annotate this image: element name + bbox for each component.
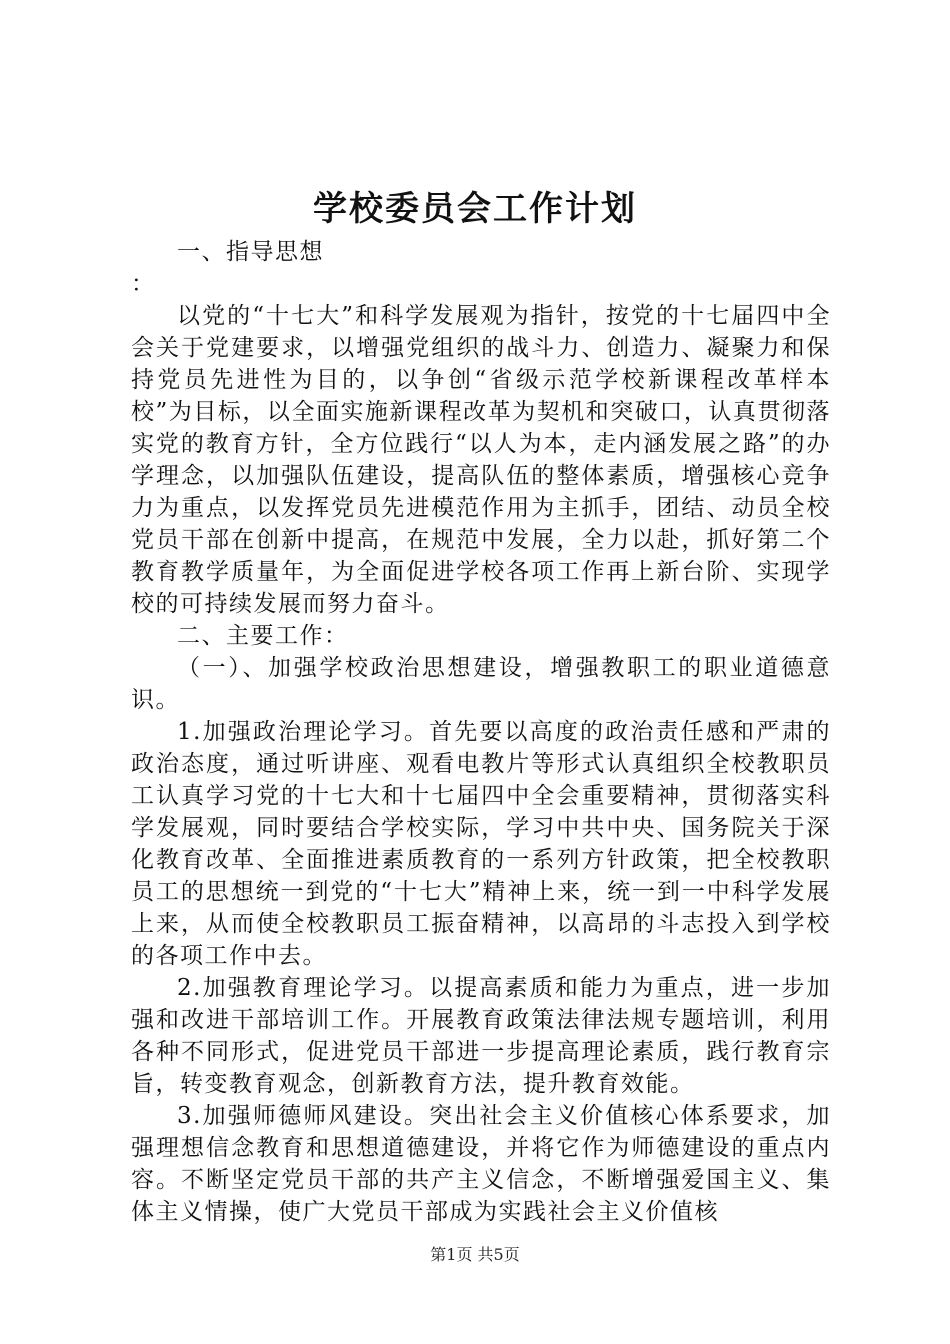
page-footer: 第1页 共5页 — [430, 1245, 520, 1264]
section-heading-guiding-thought: 一、指导思想 — [177, 239, 324, 265]
document-body — [131, 236, 831, 1228]
page-title: 学校委员会工作计划 — [313, 189, 637, 229]
section-heading-main-work: 二、主要工作： — [177, 623, 349, 649]
subsection-heading-1: （一）、加强学校政治思想建设，增强教职工的职业道德意识。 — [131, 655, 831, 713]
colon-line: ： — [131, 271, 156, 297]
paragraph-item-3: 3.加强师德师风建设。突出社会主义价值核心体系要求，加强理想信念教育和思想道德建设，并将它作为师德建设的重点内容。不断坚定党员干部的共产主义信念，不断增强爱国主义、集体主义情操，使广大党员干部成为实践社会主义价值核 — [131, 1103, 831, 1225]
paragraph-item-1: 1.加强政治理论学习。首先要以高度的政治责任感和严肃的政治态度，通过听讲座、观看电教片等形式认真组织全校教职员工认真学习党的十七大和十七届四中全会重要精神，贯彻落实科学发展观，同时要结合学校实际，学习中共中央、国务院关于深化教育改革、全面推进素质教育的一系列方针政策，把全校教职员工的思想统一到党的“十七大”精神上来，统一到一中科学发展上来，从而使全校教职员工振奋精神，以高昂的斗志投入到学校的各项工作中去。 — [131, 719, 831, 969]
paragraph-guiding-thought: 以党的“十七大”和科学发展观为指针，按党的十七届四中全会关于党建要求，以增强党组织的战斗力、创造力、凝聚力和保持党员先进性为目的，以争创“省级示范学校新课程改革样本校”为目标，以全面实施新课程改革为契机和突破口，认真贯彻落实党的教育方针，全方位践行“以人为本，走内涵发展之路”的办学理念，以加强队伍建设，提高队伍的整体素质，增强核心竞争力为重点，以发挥党员先进模范作用为主抓手，团结、动员全校党员干部在创新中提高，在规范中发展，全力以赴，抓好第二个教育教学质量年，为全面促进学校各项工作再上新台阶、实现学校的可持续发展而努力奋斗。 — [131, 303, 831, 617]
paragraph-item-2: 2.加强教育理论学习。以提高素质和能力为重点，进一步加强和改进干部培训工作。开展教育政策法律法规专题培训，利用各种不同形式，促进党员干部进一步提高理论素质，践行教育宗旨，转变教育观念，创新教育方法，提升教育效能。 — [131, 975, 831, 1097]
